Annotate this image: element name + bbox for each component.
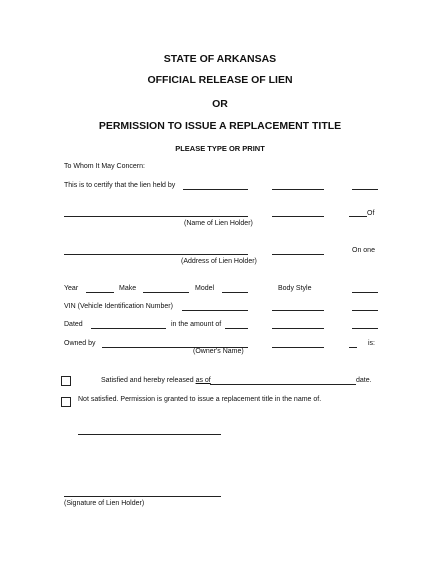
field-is[interactable] (349, 347, 357, 348)
satisfied-checkbox[interactable] (61, 376, 71, 386)
field-col2-row7[interactable] (272, 347, 324, 348)
not-satisfied-label: Not satisfied. Permission is granted to issue a replacement title in the name of. (78, 396, 322, 403)
satisfied-label (101, 377, 211, 384)
field-col2-row6[interactable] (272, 328, 324, 329)
field-col2-row3[interactable] (272, 254, 324, 255)
field-col2-row2[interactable] (272, 216, 324, 217)
field-col3-row1[interactable] (352, 189, 378, 190)
salutation: To Whom It May Concern: (64, 163, 145, 170)
not-satisfied-checkbox[interactable] (61, 397, 71, 407)
lien-holder-field[interactable] (183, 189, 248, 190)
field-col2-row1[interactable] (272, 189, 324, 190)
year-label: Year (64, 285, 79, 292)
form-instruction: PLEASE TYPE OR PRINT (175, 144, 265, 153)
year-field[interactable] (86, 292, 114, 293)
signature-field[interactable] (64, 496, 221, 497)
field-of[interactable] (349, 216, 367, 217)
of-label: Of (367, 210, 375, 217)
satisfied-as-of: as of (195, 377, 211, 384)
is-label: is: (368, 340, 375, 347)
field-col2-row5[interactable] (272, 310, 324, 311)
make-field[interactable] (143, 292, 189, 293)
form-title-state: STATE OF ARKANSAS (163, 53, 277, 65)
body-style-field[interactable] (352, 292, 378, 293)
body-style-label: Body Style (278, 285, 312, 292)
amount-field[interactable] (225, 328, 248, 329)
form-title-or: OR (212, 98, 228, 110)
form-title-release: OFFICIAL RELEASE OF LIEN (147, 74, 293, 86)
owner-caption: (Owner's Name) (193, 348, 244, 355)
signature-caption: (Signature of Lien Holder) (64, 500, 145, 507)
address-caption: (Address of Lien Holder) (181, 258, 257, 265)
model-field[interactable] (222, 292, 248, 293)
on-one-label: On one (352, 247, 375, 254)
date-label: date. (356, 377, 372, 384)
make-label: Make (119, 285, 137, 292)
owned-by-label: Owned by (64, 340, 96, 347)
certify-text: This is to certify that the lien held by (64, 182, 176, 189)
form-title-permission: PERMISSION TO ISSUE A REPLACEMENT TITLE (98, 120, 342, 132)
field-col3-row5[interactable] (352, 310, 378, 311)
release-date-field[interactable] (210, 384, 356, 385)
dated-field[interactable] (91, 328, 166, 329)
vin-field[interactable] (182, 310, 248, 311)
field-col3-row6[interactable] (352, 328, 378, 329)
name-caption: (Name of Lien Holder) (184, 220, 253, 227)
lien-holder-name-field[interactable] (64, 216, 248, 217)
lien-holder-address-field[interactable] (64, 254, 248, 255)
model-label: Model (195, 285, 215, 292)
dated-label: Dated (64, 321, 83, 328)
replacement-title-name-field[interactable] (78, 434, 221, 435)
vin-label: VIN (Vehicle Identification Number) (64, 303, 173, 310)
amount-label: in the amount of (171, 321, 222, 328)
satisfied-text: Satisfied and hereby released (101, 377, 196, 384)
